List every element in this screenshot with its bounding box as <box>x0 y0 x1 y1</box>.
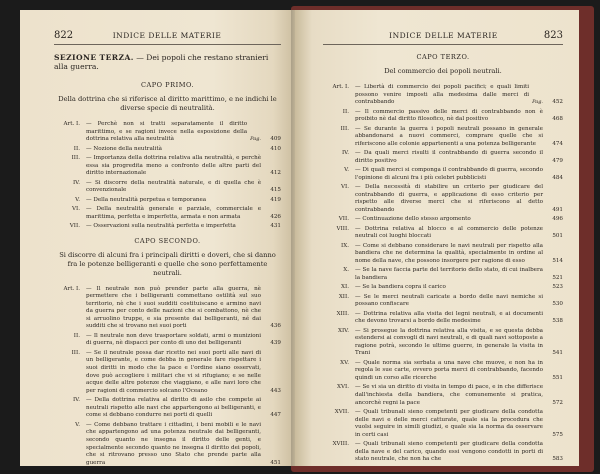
toc-entry <box>54 397 281 420</box>
entry-text: — Il neutrale non deve trasportare soldati, armi o munizioni di guerra, nè dispacci per conto di uno dei belligeranti <box>86 332 261 347</box>
article-number: II. <box>73 332 80 339</box>
entry-text: — Della necessità di stabilire un criterio per giudicare del contrabbando di guerra, e applicazione di esso criterio per rispetto alle diverse merci che si riferiscono al detto contrabbando <box>355 184 543 213</box>
page-reference: 436 <box>270 323 281 330</box>
entry-text: — Nozione della neutralità <box>86 145 162 152</box>
page-reference: 575 <box>552 431 563 438</box>
toc-entry <box>323 84 563 107</box>
entry-text: — Della neutralità perpetua e temporanea <box>86 196 207 203</box>
entry-text: — Quali tribunali sieno competenti per giudicare della condotta delle navi e delle merci catturate, quale sia la procedura che vuolsi seguire in simili giudizi, e quale sia la norma da osservare in certi casi <box>355 408 543 438</box>
article-number: III. <box>71 349 80 356</box>
toc-entry <box>323 184 563 214</box>
toc-entry <box>323 311 563 326</box>
article-number: XI. <box>341 284 349 291</box>
left-page <box>20 10 295 466</box>
page-prefix: Pag. <box>250 136 261 143</box>
entry-text: — Della dottrina relativa al diritto di asilo che compete ai neutrali rispetto alle navi che appartengono ai belligeranti, e come si debbano condurre nei porti di quelli <box>86 397 261 419</box>
entry-text: — Dottrina relativa alla visita dei legni neutrali, e ai documenti che devono trovarsi a bordo delle medesime <box>355 310 543 325</box>
toc-entry <box>54 121 281 144</box>
page-reference: 583 <box>552 456 563 463</box>
article-number: VII. <box>69 222 80 229</box>
article-number: XV. <box>340 359 349 366</box>
article-number: V. <box>75 196 80 203</box>
toc-entry <box>323 167 563 182</box>
page-reference: 541 <box>552 350 563 357</box>
section-title: — Dei popoli che restano stranieri alla guerra. <box>54 53 269 71</box>
toc-entry <box>323 294 563 309</box>
page-reference: 551 <box>552 374 563 381</box>
chapter-heading: CAPO SECONDO. <box>134 236 201 245</box>
toc-entry <box>54 333 281 348</box>
page-reference: 491 <box>552 206 563 213</box>
section-label: SEZIONE TERZA. <box>54 53 134 62</box>
article-number: XVIII. <box>332 441 349 448</box>
right-chapters <box>323 53 563 464</box>
page-reference: 443 <box>270 387 281 394</box>
entry-text: — Quali tribunali sieno competenti per giudicare della condotta della nave e del carico, quando essi vengono condotti in porti di stato neutrale, che non ha che <box>355 441 543 463</box>
article-number: VIII. <box>336 225 349 232</box>
entry-text: — Il neutrale non può prender parte alla guerra, nè permettere che i belligeranti commettano ostilità sul suo territorio, nè che i suoi sudditi costituiscano e armino navi da guerra per conto delle nazioni che si combattono, nè che si arruolino truppe, e sia presente dai belligeranti, né dai sudditi che si trovano nei suoi porti <box>86 285 261 330</box>
article-number: II. <box>73 145 80 152</box>
entry-text: — Se vi sia un diritto di visita in tempo di pace, e in che differisce dall'inchiesta della bandiera, che comunemente si pratica, ancorchè regni la pace <box>355 384 543 406</box>
article-number: Art. I. <box>63 121 80 127</box>
entry-text: — Continuazione dello stesso argomento <box>355 216 471 223</box>
toc-entry <box>323 216 563 224</box>
chapter-heading: CAPO PRIMO. <box>140 81 195 89</box>
chapter-heading: CAPO TERZO. <box>416 53 470 61</box>
page-reference: 496 <box>552 216 563 223</box>
entry-text: — Il commercio passivo delle merci di contrabbando non è proibito nè dal diritto filosofico, nè dal positivo <box>355 108 543 123</box>
page-reference: 431 <box>270 222 281 229</box>
article-number: V. <box>344 167 349 174</box>
toc-entry <box>323 284 563 292</box>
entry-text: — Come si debbano considerare le navi neutrali per rispetto alla bandiera che ne determina la qualità, specialmente in ordine al nome della nave, che possono insorgere per ragione di esso <box>355 242 543 264</box>
page-reference: 439 <box>270 340 281 347</box>
entry-text: — Da quali merci risulti il contrabbando di guerra secondo il diritto positivo <box>355 150 543 164</box>
left-chapters <box>54 81 281 466</box>
article-number: XII. <box>338 293 349 300</box>
toc-entry <box>323 409 563 439</box>
right-header-rule <box>323 44 563 45</box>
entry-text: — Come debbano trattare i cittadini, i beni mobili e le navi che appartengono ad una potenza neutrale dai belligeranti, secondo quanto ne insegna il diritto delle genti, e specialmente secondo quanto ne insegna il diritto dei popoli, che si ritrovano presso uno Stato che prende parte alla guerra <box>86 421 261 466</box>
entry-text: — Se la bandiera copra il carico <box>355 284 446 291</box>
page-reference: 426 <box>270 213 281 220</box>
left-page-number: 822 <box>54 30 74 41</box>
page-reference: 415 <box>270 187 281 194</box>
page-reference: 447 <box>270 412 281 419</box>
left-running-head <box>54 30 281 41</box>
entry-text: — Si discorre della neutralità naturale, e di quella che è convenzionale <box>86 179 261 194</box>
entry-text: — Se durante la guerra i popoli neutrali possano in generale abbandonarsi a nuovi commerci, comprare quelle che si riferiscono alle colonie appartenenti a una potenza belligerante <box>355 125 543 147</box>
entry-text: — Se le merci neutrali caricate a bordo delle navi nemiche si possano confiscare <box>355 293 543 308</box>
chapter-title: Si discorre di alcuni fra i principali diritti e doveri, che si danno fra le potenze belligeranti e quelle che sono perfettamente neutrali. <box>59 250 276 277</box>
toc-entry <box>54 197 281 205</box>
article-number: III. <box>71 154 80 161</box>
page-reference: 419 <box>270 196 281 203</box>
toc-entry <box>323 243 563 266</box>
page-reference: 468 <box>552 116 563 123</box>
entry-text: — Di quali merci si componga il contrabbando di guerra, secondo l'opinione di alcuni fra i più celebri pubblicisti <box>355 167 543 181</box>
toc-entry <box>54 155 281 178</box>
page-reference: 501 <box>552 233 563 240</box>
article-number: VII. <box>338 216 349 223</box>
article-number: XVII. <box>334 408 349 415</box>
article-number: III. <box>340 125 349 132</box>
toc-entry <box>323 267 563 282</box>
left-running-title: INDICE DELLE MATERIE <box>112 31 222 40</box>
page-reference: 410 <box>270 145 281 152</box>
entry-text: — Osservazioni sulla neutralità perfetta e imperfetta <box>86 222 236 229</box>
article-number: VI. <box>340 184 349 191</box>
entry-text: — Se il neutrale possa dar ricetto nei suoi porti alle navi di un belligerante, e come debba in generale fare rispettare i suoi diritti in modo che la pace e l'ordine siano osservati, dove può accogliere i militari che vi si rifugiano; e se nelle acque delle altre potenze che viaggiano, e alle navi loro che per ragioni di commercio solcano l'Oceano <box>86 349 261 394</box>
entry-text: — Si prosegue la dottrina relativa alla visita, e se questa debba estendersi ai convogli di navi neutrali, e di quali navi sottoposte a ragione potrà, secondo le ultime guerre, in generale la visita in Trani <box>355 327 543 357</box>
toc-entry <box>323 384 563 407</box>
toc-entry <box>323 126 563 149</box>
chapter-title: Del commercio dei popoli neutrali. <box>384 67 502 75</box>
entry-text: — Perchè non si tratti separatamente il diritto marittimo, e se ragioni invece nella esposizione della dottrina relativa alla neutralità <box>86 121 248 143</box>
toc-entry <box>54 286 281 332</box>
page-reference: 409 <box>270 136 281 143</box>
page-prefix: Pag. <box>532 99 543 106</box>
article-number: IV. <box>72 397 80 404</box>
page-reference: 452 <box>552 99 563 106</box>
page-reference: 412 <box>270 170 281 177</box>
page-reference: 523 <box>552 284 563 291</box>
toc-entry <box>54 180 281 195</box>
page-reference: 521 <box>552 274 563 281</box>
toc-entry <box>54 350 281 396</box>
entry-text: — Se la nave faccia parte del territorio dello stato, di cui inalbera la bandiera <box>355 267 543 281</box>
toc-entry <box>54 422 281 466</box>
page-reference: 514 <box>552 257 563 264</box>
page-reference: 530 <box>552 301 563 308</box>
entry-text: — Quale norma sia serbata a una nave che muove, e non ha in regola le sue carte, ovvero porta merci di contrabbando, facendo quindi un corso alle ricerche <box>355 359 543 381</box>
article-number: II. <box>342 108 349 115</box>
toc-entry <box>54 206 281 221</box>
entry-text: — Della neutralità generale e parziale, commerciale e marittima, perfetta e imperfetta, armata e non armata <box>86 205 261 220</box>
toc-entry <box>323 328 563 358</box>
chapter-title: Della dottrina che si riferisce al diritto marittimo, e ne indichi le diverse specie di neutralità. <box>58 95 277 112</box>
toc-entry <box>323 109 563 124</box>
entry-text: — Libertà di commercio dei popoli pacifici; e quali limiti possono venire imposti alla medesima dalle merci di contrabbando <box>355 84 530 106</box>
page-reference: 538 <box>552 318 563 325</box>
section-heading <box>54 53 281 71</box>
page-reference: 484 <box>552 174 563 181</box>
article-number: IV. <box>341 150 349 157</box>
article-number: V. <box>75 421 80 428</box>
toc-entry <box>323 150 563 165</box>
article-number: IV. <box>72 179 80 186</box>
article-number: X. <box>343 267 349 274</box>
entry-text: — Importanza della dottrina relativa alla neutralità, e perchè essa sia progredita meno a confronto delle altre parti del diritto internazionale <box>86 154 261 177</box>
article-number: IX. <box>341 242 349 249</box>
toc-entry <box>54 146 281 154</box>
toc-entry <box>323 226 563 241</box>
right-running-title: INDICE DELLE MATERIE <box>389 31 498 40</box>
toc-entry <box>323 441 563 464</box>
right-page-number: 823 <box>543 30 563 41</box>
page-reference: 479 <box>552 157 563 164</box>
entry-text: — Dottrina relativa al blocco e al commercio delle potenze neutrali coi luoghi bloccati <box>355 225 543 240</box>
page-reference: 474 <box>552 140 563 147</box>
page-reference: 451 <box>270 459 281 466</box>
article-number: XVI. <box>336 384 349 391</box>
article-number: Art. I. <box>332 84 349 90</box>
page-reference: 572 <box>552 399 563 406</box>
article-number: Art. I. <box>63 285 80 292</box>
toc-entry <box>54 223 281 231</box>
article-number: VI. <box>71 205 80 212</box>
article-number: XIV. <box>337 327 349 334</box>
right-running-head <box>323 30 563 41</box>
article-number: XIII. <box>336 310 349 317</box>
left-header-rule <box>54 44 281 45</box>
right-page <box>295 10 579 466</box>
toc-entry <box>323 360 563 383</box>
